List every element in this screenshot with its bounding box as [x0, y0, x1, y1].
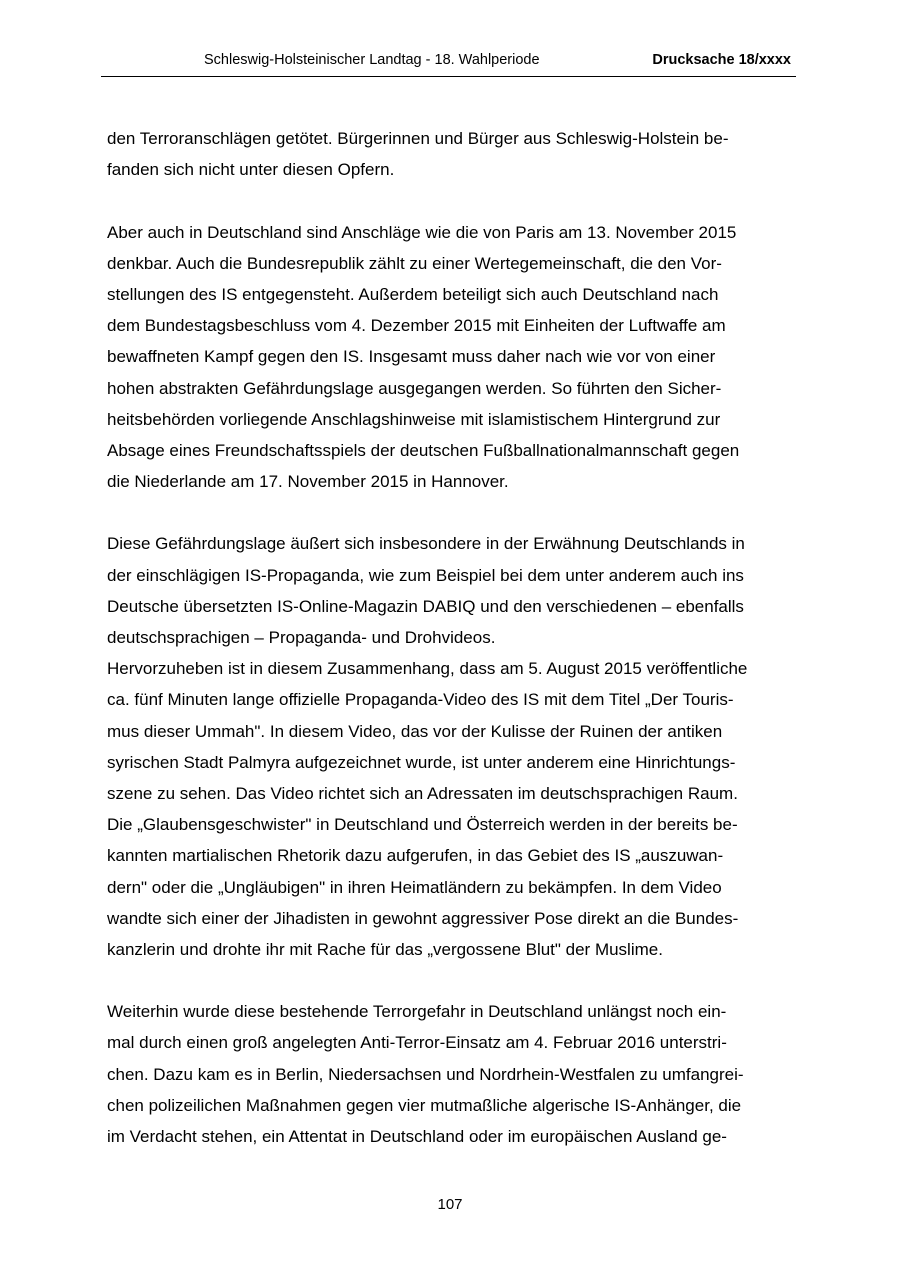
text-line: Aber auch in Deutschland sind Anschläge wie die von Paris am 13. November 2015 [107, 222, 737, 242]
text-line: der einschlägigen IS-Propaganda, wie zum Beispiel bei dem unter anderem auch ins [107, 565, 744, 585]
text-line: Deutsche übersetzten IS-Online-Magazin DABIQ und den verschiedenen – ebenfalls [107, 596, 744, 616]
text-line: Diese Gefährdungslage äußert sich insbesondere in der Erwähnung Deutschlands in [107, 534, 745, 554]
text-line: fanden sich nicht unter diesen Opfern. [107, 160, 395, 180]
text-line: Hervorzuheben ist in diesem Zusammenhang, dass am 5. August 2015 veröffentliche [107, 659, 748, 679]
text-line: kannten martialischen Rhetorik dazu aufgerufen, in das Gebiet des IS „auszuwan- [107, 846, 724, 866]
text-line: hohen abstrakten Gefährdungslage ausgegangen werden. So führten den Sicher- [107, 378, 722, 398]
text-line: die Niederlande am 17. November 2015 in Hannover. [107, 472, 509, 492]
paragraph-4 [107, 996, 807, 1152]
text-line: mus dieser Ummah". In diesem Video, das vor der Kulisse der Ruinen der antiken [107, 721, 723, 741]
paragraph-spacer [107, 497, 807, 528]
text-line: bewaffneten Kampf gegen den IS. Insgesamt muss daher nach wie vor von einer [107, 347, 716, 367]
text-line: wandte sich einer der Jihadisten in gewohnt aggressiver Pose direkt an die Bundes- [107, 908, 739, 928]
paragraph-3 [107, 528, 807, 965]
text-line: dem Bundestagsbeschluss vom 4. Dezember 2015 mit Einheiten der Luftwaffe am [107, 316, 726, 336]
text-line: chen polizeilichen Maßnahmen gegen vier mutmaßliche algerische IS-Anhänger, die [107, 1095, 742, 1115]
text-line: Absage eines Freundschaftsspiels der deutschen Fußballnationalmannschaft gegen [107, 440, 740, 460]
page-header [101, 52, 796, 77]
paragraph-spacer [107, 965, 807, 996]
text-line: syrischen Stadt Palmyra aufgezeichnet wurde, ist unter anderem eine Hinrichtungs- [107, 752, 736, 772]
text-line: szene zu sehen. Das Video richtet sich an Adressaten im deutschsprachigen Raum. [107, 783, 738, 803]
text-line: den Terroranschlägen getötet. Bürgerinnen und Bürger aus Schleswig-Holstein be- [107, 129, 729, 148]
text-line: heitsbehörden vorliegende Anschlagshinweise mit islamistischem Hintergrund zur [107, 409, 721, 429]
text-line: denkbar. Auch die Bundesrepublik zählt zu einer Wertegemeinschaft, die den Vor- [107, 253, 722, 273]
page-number: 107 [437, 1196, 463, 1213]
text-line: Weiterhin wurde diese bestehende Terrorgefahr in Deutschland unlängst noch ein- [107, 1002, 727, 1022]
text-line: Die „Glaubensgeschwister" in Deutschland und Österreich werden in der bereits be- [107, 815, 738, 835]
text-line: mal durch einen groß angelegten Anti-Terror-Einsatz am 4. Februar 2016 unterstri- [107, 1033, 727, 1053]
text-line: chen. Dazu kam es in Berlin, Niedersachsen und Nordrhein-Westfalen zu umfangrei- [107, 1064, 744, 1084]
paragraph-spacer [107, 185, 807, 216]
paragraph-1 [107, 123, 807, 185]
body-text [107, 123, 807, 1152]
header-title: Schleswig-Holsteinischer Landtag - 18. Wahlperiode [204, 52, 540, 68]
text-line: stellungen des IS entgegensteht. Außerdem beteiligt sich auch Deutschland nach [107, 284, 719, 304]
text-line: deutschsprachigen – Propaganda- und Drohvideos. [107, 628, 496, 647]
text-line: kanzlerin und drohte ihr mit Rache für das „vergossene Blut" der Muslime. [107, 939, 663, 959]
text-line: ca. fünf Minuten lange offizielle Propaganda-Video des IS mit dem Titel „Der Touris- [107, 690, 734, 710]
paragraph-2 [107, 217, 807, 498]
text-line: im Verdacht stehen, ein Attentat in Deutschland oder im europäischen Ausland ge- [107, 1127, 727, 1146]
text-line: dern" oder die „Ungläubigen" in ihren Heimatländern zu bekämpfen. In dem Video [107, 877, 722, 897]
header-document-number: Drucksache 18/xxxx [652, 52, 791, 68]
